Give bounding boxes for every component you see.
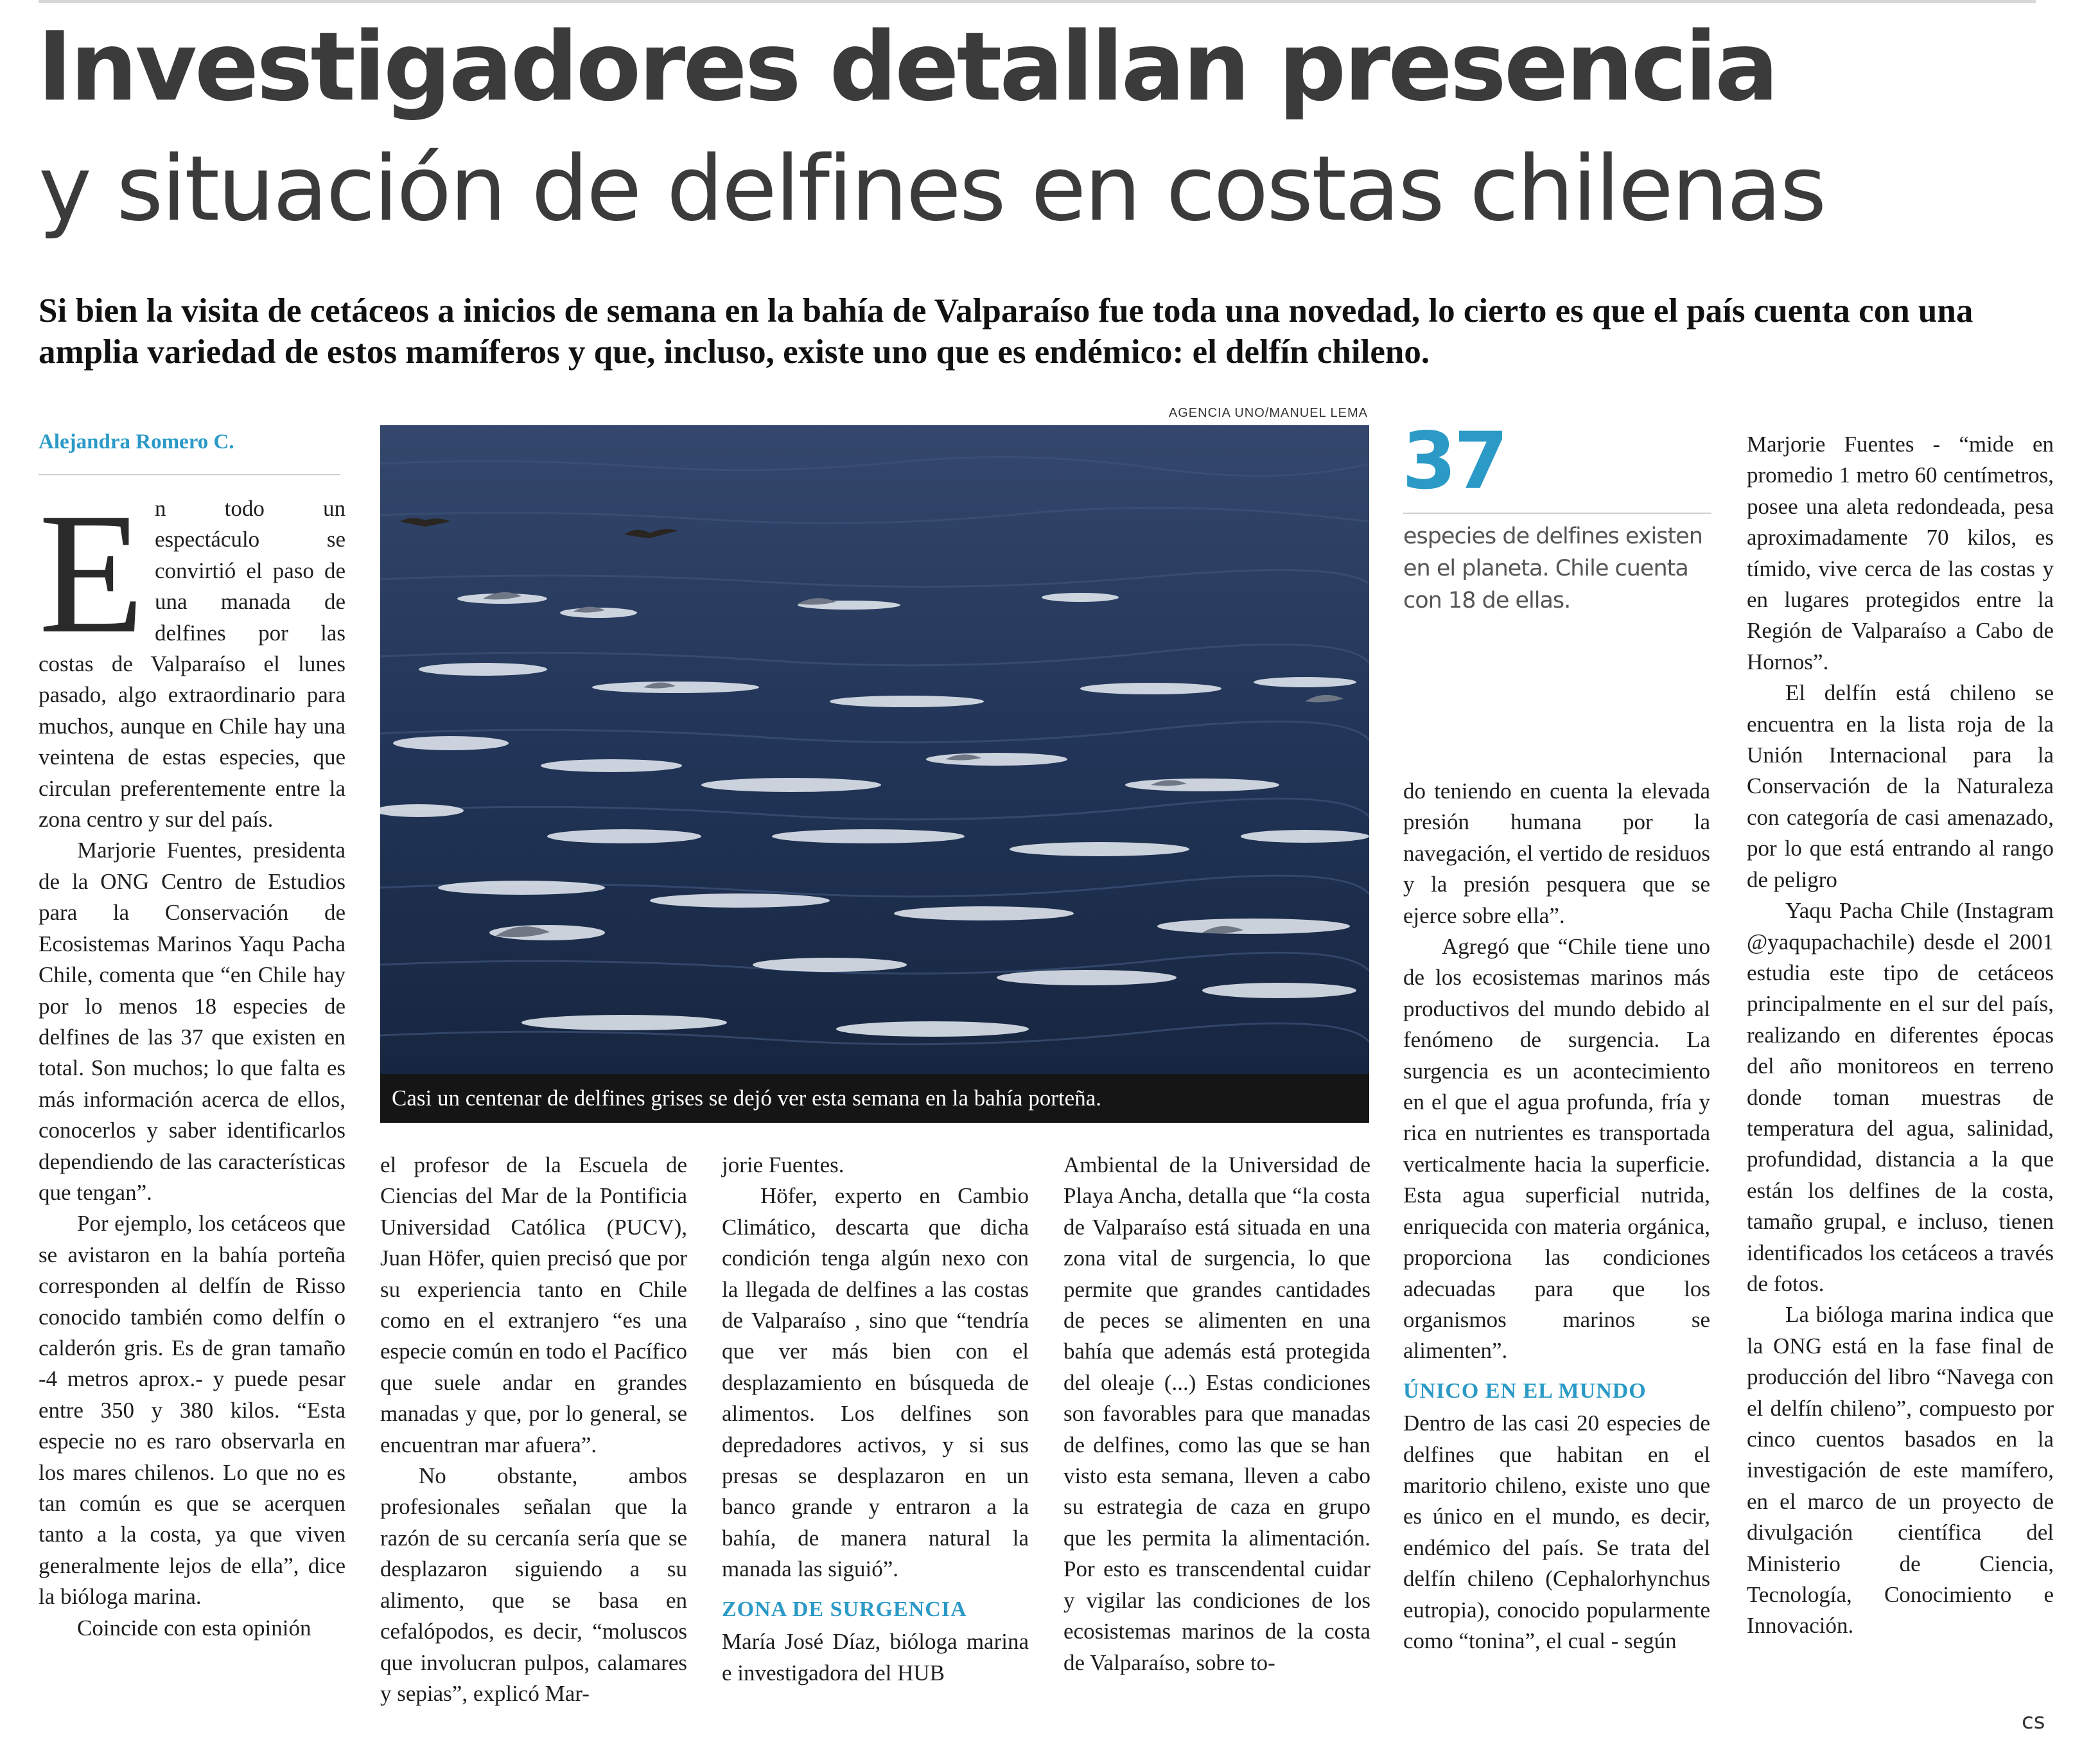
paragraph: Ambiental de la Universidad de Playa Ancha, detalla que “la costa de Valparaíso está situada en una zona vital de surgencia, lo que permite que grandes cantidades de peces se alimenten en una bahía que además está protegida del oleaje (...) Estas condiciones son favorables para que manadas de delfines, como las que se han visto esta semana, lleven a cabo su estrategia de caza en grupo que les permita la alimentación. Por esto es transcendental cuidar y vigilar las condiciones de los ecosistemas marinos de la costa de Valparaíso, sobre to-	[1063, 1152, 1370, 1675]
paragraph: Agregó que “Chile tiene uno de los ecosistemas marinos más productivos del mundo debido al fenómeno de surgencia. La surgencia es un acontecimiento en el que el agua profunda, fría y rica en nutrientes es transportada verticalmente hacia la superficie. Esta agua superficial nutrida, enriquecida con materia orgánica, proporciona las condiciones adecuadas para que los organismos marinos se alimenten”.	[1403, 934, 1710, 1364]
paragraph: do teniendo en cuenta la elevada presión humana por la navegación, el vertido de residuos y la presión pesquera que se ejerce sobre ella”.	[1403, 779, 1710, 928]
paragraph: La bióloga marina indica que la ONG está en la fase final de producción del libro “Navega con el delfín chileno”, compuesto por cinco cuentos basados en la investigación de este mamífero, en el marco de un proyecto de divulgación científica del Ministerio de Ciencia, Tecnología, Conocimiento e Innovación.	[1747, 1302, 2054, 1639]
fact-number: 37	[1402, 416, 1506, 507]
paragraph: Dentro de las casi 20 especies de delfines que habitan en el maritorio chileno, existe uno que es único en el mundo, es decir, endémico del país. Se trata del delfín chileno (Cephalorhynchus eutropia), conocido popularmente como “tonina”, el cual - según	[1403, 1411, 1710, 1653]
photo-caption: Casi un centenar de delfines grises se dejó ver esta semana en la bahía porteña.	[380, 1074, 1369, 1123]
column-6	[1747, 429, 2054, 1733]
subhead-zona-de-surgencia: ZONA DE SURGENCIA	[722, 1597, 967, 1621]
sea-illustration	[380, 425, 1369, 1074]
paragraph: El delfín está chileno se encuentra en la lista roja de la Unión Internacional para la Conservación de la Naturaleza con categoría de casi amenazado, por lo que está entrando al rango de peligro	[1747, 680, 2054, 892]
fact-rule	[1403, 513, 1711, 514]
paragraph-text: n todo un espectáculo se convirtió el paso de una manada de delfines por las costas de Valparaíso el lunes pasado, algo extraordinario para muchos, aunque en Chile hay una veintena de estas especies, que circulan preferentemente entre la zona centro y sur del país.	[39, 496, 346, 832]
fact-text: especies de delfines existen en el planeta. Chile cuenta con 18 de ellas.	[1403, 523, 1702, 613]
subhead-unico-en-el-mundo: ÚNICO EN EL MUNDO	[1403, 1378, 1647, 1403]
paragraph: Coincide con esta opinión	[77, 1615, 311, 1641]
paragraph: Marjorie Fuentes - “mide en promedio 1 metro 60 centímetros, posee una aleta redondeada, pesa aproximadamente 70 kilos, es tímido, vive cerca de las costas y en lugares protegidos entre la Región de Valparaíso a Cabo de Hornos”.	[1747, 432, 2054, 674]
column-1	[39, 477, 346, 1733]
photo-credit: AGENCIA UNO/MANUEL LEMA	[1168, 406, 1368, 420]
paragraph	[39, 477, 346, 835]
dolphins-photo	[380, 425, 1369, 1074]
paragraph: Por ejemplo, los cetáceos que se avistaron en la bahía porteña corresponden al delfín de Risso conocido también como delfín o calderón gris. Es de gran tamaño -4 metros aprox.- y puede pesar entre 350 y 380 kilos. “Esta especie no es raro observarla en los mares chilenos. Lo que no es tan común es que se acerquen tanto a la costa, ya que viven generalmente lejos de ella”, dice la bióloga marina.	[39, 1211, 346, 1610]
paragraph: María José Díaz, bióloga marina e investigadora del HUB	[722, 1629, 1029, 1685]
dek: Si bien la visita de cetáceos a inicios de semana en la bahía de Valparaíso fue toda una novedad, lo cierto es que el país cuenta con una amplia variedad de estos mamíferos y que, incluso, existe uno que es endémico: el delfín chileno.	[39, 292, 1973, 371]
headline-line-2: y situación de delfines en costas chilenas	[39, 137, 1825, 242]
top-rule	[39, 0, 2036, 3]
column-3	[722, 1150, 1029, 1734]
column-2	[380, 1150, 687, 1734]
end-mark: cs	[2022, 1709, 2045, 1734]
paragraph: jorie Fuentes.	[722, 1152, 844, 1177]
column-4	[1063, 1150, 1370, 1734]
paragraph: el profesor de la Escuela de Ciencias del Mar de la Pontificia Universidad Católica (PUCV), Juan Höfer, quien precisó que por su experiencia tanto en Chile como en el extranjero “es una especie común en todo el Pacífico que suele andar en grandes manadas y que, por lo general, se encuentran mar afuera”.	[380, 1152, 687, 1457]
byline: Alejandra Romero C.	[39, 430, 234, 453]
paragraph: No obstante, ambos profesionales señalan que la razón de su cercanía sería que se desplazaron siguiendo a su alimento, que se basa en cefalópodos, es decir, “moluscos que involucran pulpos, calamares y sepias”, explicó Mar-	[380, 1463, 687, 1706]
paragraph: Höfer, experto en Cambio Climático, descarta que dicha condición tenga algún nexo con la llegada de delfines a las costas de Valparaíso , sino que “tendría que ver más bien con el desplazamiento en búsqueda de alimentos. Los delfines son depredadores activos, y si sus presas se desplazaron en un banco grande y entraron a la bahía, de manera natural la manada las siguió”.	[722, 1183, 1029, 1582]
paragraph: Marjorie Fuentes, presidenta de la ONG Centro de Estudios para la Conservación de Ecosistemas Marinos Yaqu Pacha Chile, comenta que “en Chile hay por lo menos 18 especies de delfines de las 37 que existen en total. Son muchos; lo que falta es más información acerca de ellos, conocerlos y saber identificarlos dependiendo de las características que tengan”.	[39, 838, 346, 1205]
drop-cap: E	[39, 477, 144, 669]
column-5	[1403, 776, 1710, 1733]
headline-line-1: Investigadores detallan presencia	[37, 12, 1776, 122]
byline-rule	[39, 474, 340, 475]
paragraph: Yaqu Pacha Chile (Instagram @yaqupachachile) desde el 2001 estudia este tipo de cetáceos principalmente en el sur del país, realizando en diferentes épocas del año monitoreos en terreno donde toman muestras de temperatura del agua, salinidad, profundidad, distancia a la que están los delfines de la costa, tamaño grupal, e incluso, tienen identificados los cetáceos a través de fotos.	[1747, 898, 2054, 1296]
